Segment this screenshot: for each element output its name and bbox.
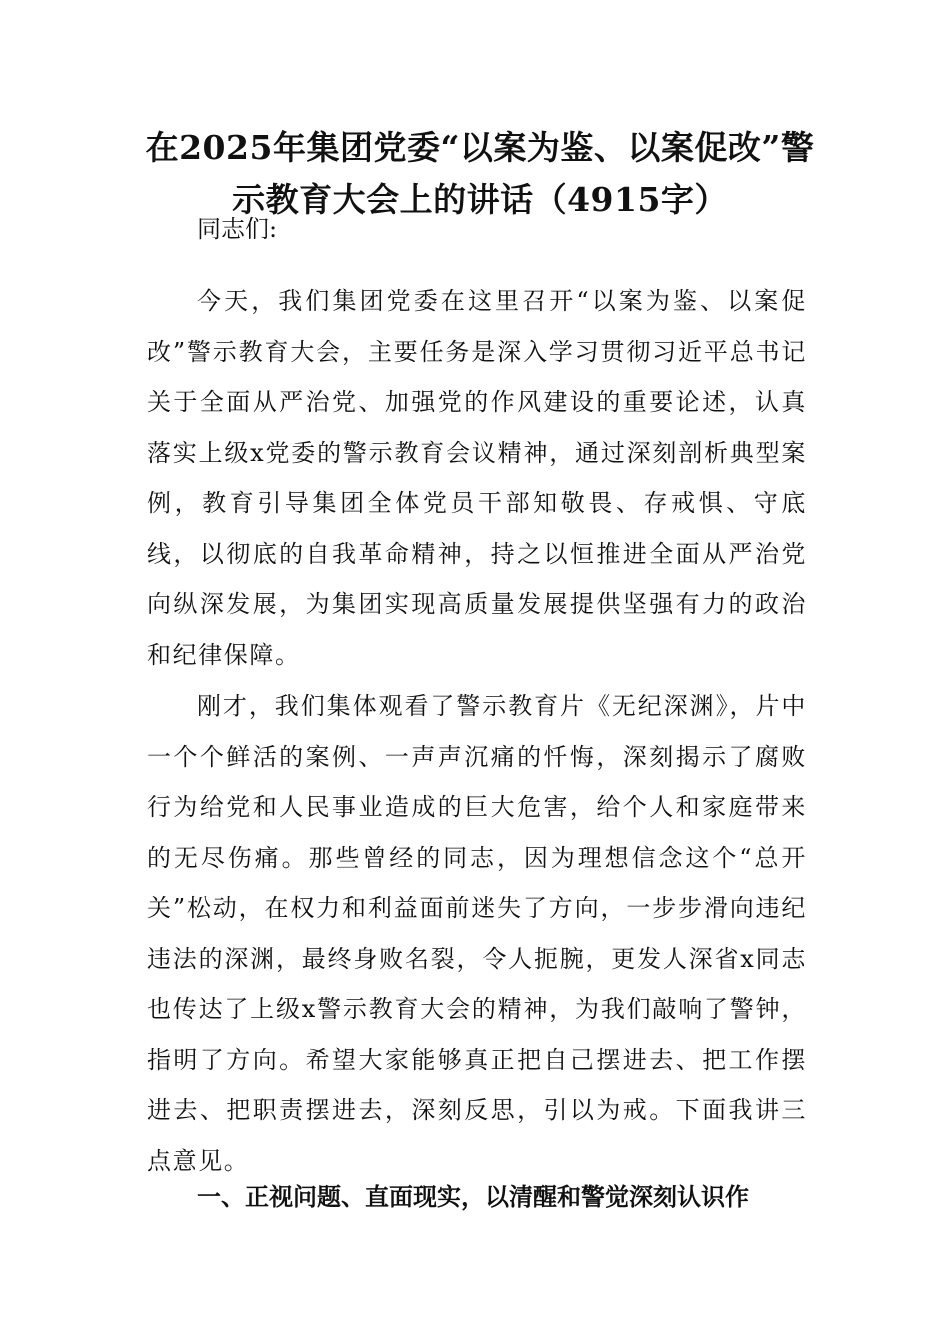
paragraph-warning-film: 刚才，我们集体观看了警示教育片《无纪深渊》，片中一个个鲜活的案例、一声声沉痛的忏悔，深刻揭示了腐败行为给党和人民事业造成的巨大危害，给个人和家庭带来的无尽伤痛。那些曾经的同志，因为理想信念这个“总开关”松动，在权力和利益面前迷失了方向，一步步滑向违纪违法的深渊，最终身败名裂，令人扼腕，更发人深省x同志也传达了上级x警示教育大会的精神，为我们敲响了警钟，指明了方向。希望大家能够真正把自己摆进去、把工作摆进去、把职责摆进去，深刻反思，引以为戒。下面我讲三点意见。 xyxy=(147,692,807,1175)
paragraph-opening: 今天，我们集团党委在这里召开“以案为鉴、以案促改”警示教育大会，主要任务是深入学习贯彻习近平总书记关于全面从严治党、加强党的作风建设的重要论述，认真落实上级x党委的警示教育会议精神，通过深刻剖析典型案例，教育引导集团全体党员干部知敬畏、存戒惧、守底线，以彻底的自我革命精神，持之以恒推进全面从严治党向纵深发展，为集团实现高质量发展提供坚强有力的政治和纪律保障。 xyxy=(147,287,807,669)
document-title: 在2025年集团党委“以案为鉴、以案促改”警示教育大会上的讲话（4915字） xyxy=(145,128,815,219)
salutation: 同志们: xyxy=(197,215,278,243)
section-heading-1: 一、正视问题、直面现实，以清醒和警觉深刻认识作 xyxy=(197,1183,749,1211)
